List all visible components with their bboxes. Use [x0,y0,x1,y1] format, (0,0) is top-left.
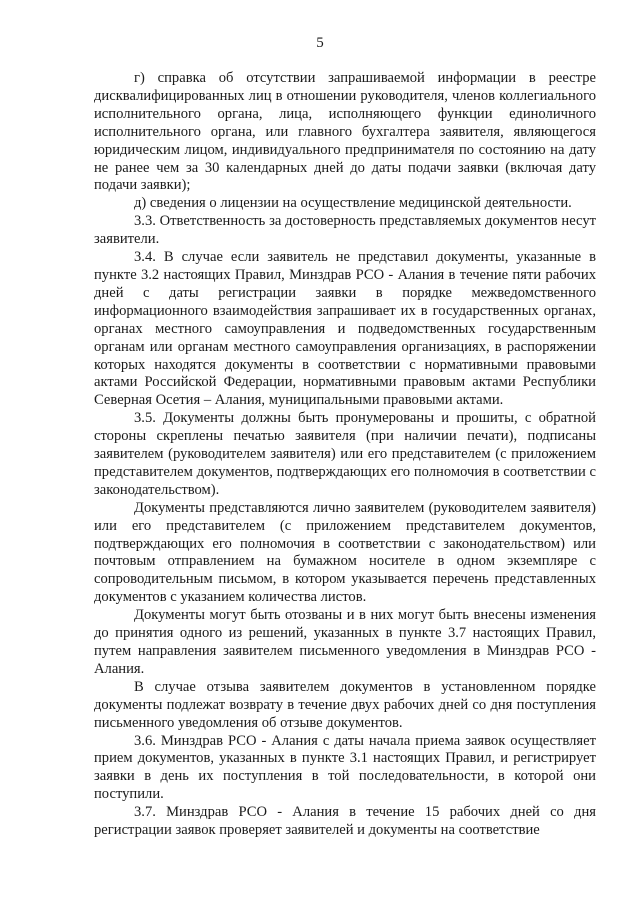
paragraph-3-7: 3.7. Минздрав РСО - Алания в течение 15 рабочих дней со дня регистрации заявок проверяет заявителей и документы на соответствие [94,804,596,839]
paragraph-3-3: 3.3. Ответственность за достоверность представляемых документов несут заявители. [94,213,596,248]
paragraph-3-4: 3.4. В случае если заявитель не представил документы, указанные в пункте 3.2 настоящих Правил, Минздрав РСО - Алания в течение пяти рабочих дней с даты регистрации заявки в порядке межведомственного информационного взаимодействия запрашивает их в государственных органах, органах местного самоуправления и подведомственных государственным органам или органам местного самоуправления организациях, в распоряжении которых находятся документы в соответствии с нормативными правовыми актами Российской Федерации, нормативными правовым актами Республики Северная Осетия – Алания, муниципальными правовыми актами. [94,249,596,409]
document-body [94,70,596,840]
paragraph-3-5: 3.5. Документы должны быть пронумерованы и прошиты, с обратной стороны скреплены печатью заявителя (при наличии печати), подписаны заявителем (руководителем заявителя) или его представителем (с приложением представителем документов, подтверждающих его полномочия в соответствии с законодательством). [94,410,596,498]
paragraph-documents-return: В случае отзыва заявителем документов в установленном порядке документы подлежат возврату в течение двух рабочих дней со дня поступления письменного уведомления об отзыве документов. [94,678,596,731]
paragraph-medical-license: д) сведения о лицензии на осуществление медицинской деятельности. [134,195,572,212]
paragraph-documents-submission: Документы представляются лично заявителем (руководителем заявителя) или его представителем (с приложением представителем документов, подтверждающих его полномочия в соответствии с законодательством) или почтовым отправлением на бумажном носителе в одном экземпляре с сопроводительным письмом, в котором указывается перечень представленных документов с указанием количества листов. [94,499,596,606]
paragraph-3-6: 3.6. Минздрав РСО - Алания с даты начала приема заявок осуществляет прием документов, указанных в пункте 3.1 настоящих Правил, и регистрирует заявки в день их поступления в той последовательности, в которой они поступили. [94,732,596,803]
paragraph-documents-withdrawal: Документы могут быть отозваны и в них могут быть внесены изменения до принятия одного из решений, указанных в пункте 3.7 настоящих Правил, путем направления заявителем письменного уведомления в Минздрав РСО - Алания. [94,607,596,677]
paragraph-disqualification-certificate: г) справка об отсутствии запрашиваемой информации в реестре дисквалифицированных лиц в отношении руководителя, членов коллегиального исполнительного органа, лица, исполняющего функции единоличного исполнительного органа, или главного бухгалтера заявителя, являющегося юридическим лицом, индивидуального предпринимателя по состоянию на дату не ранее чем за 30 календарных дней до даты подачи заявки (включая дату подачи заявки); [94,70,596,194]
page-number: 5 [316,35,324,51]
